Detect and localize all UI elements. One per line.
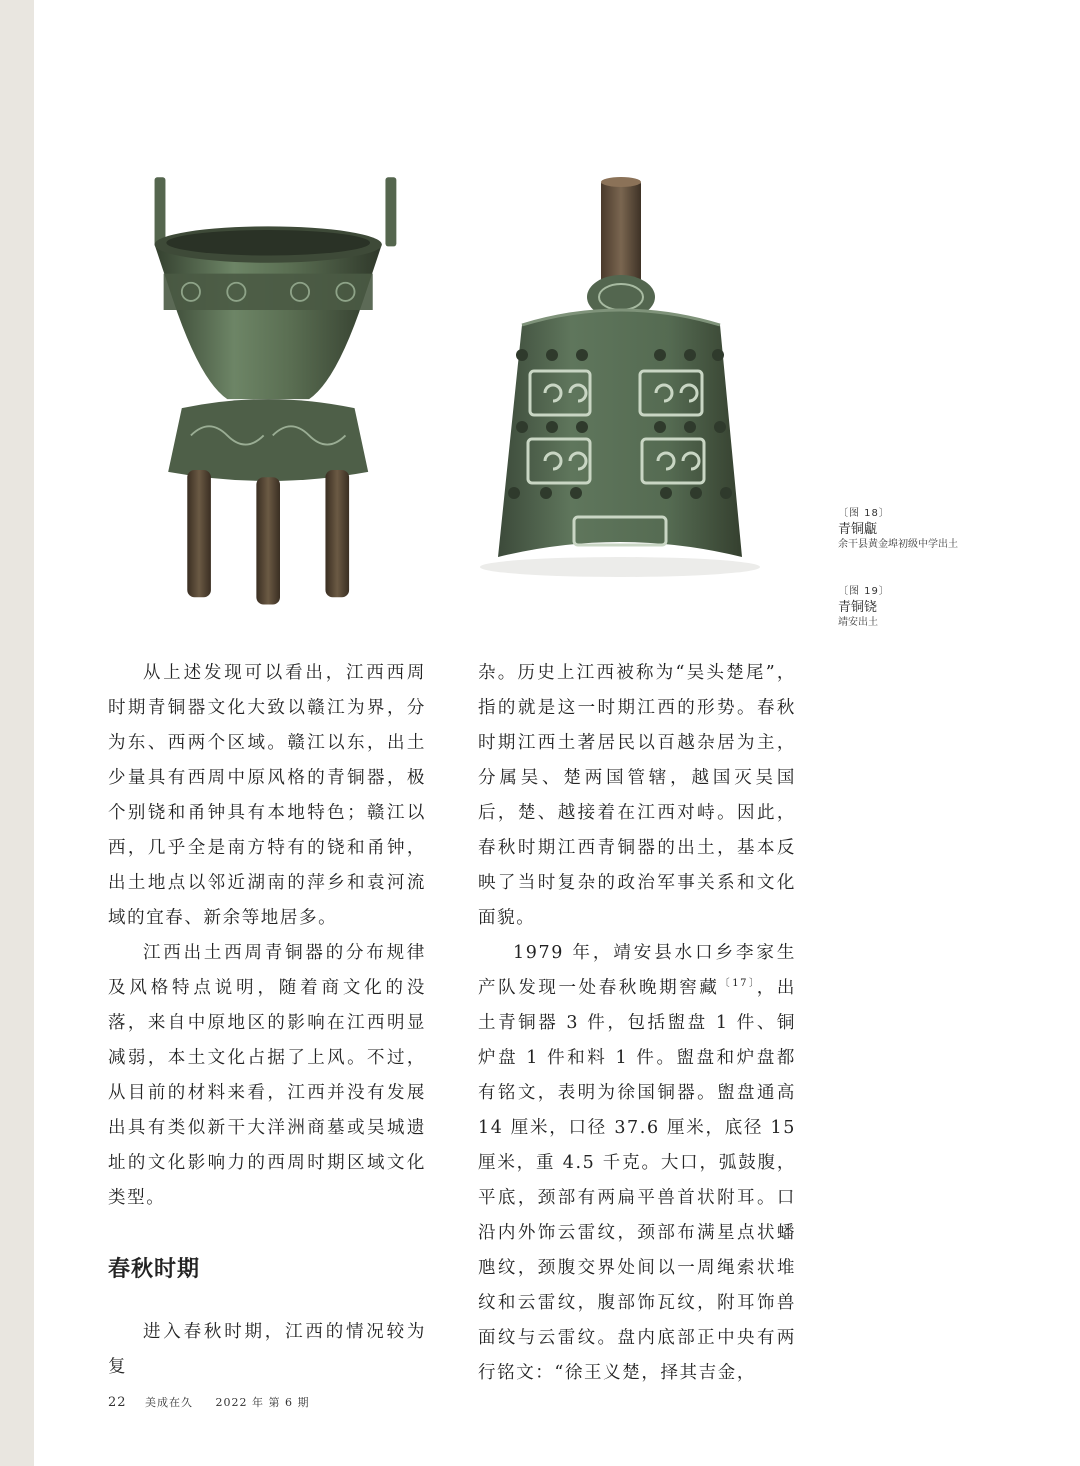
figure-19-caption	[838, 585, 890, 630]
section-heading: 春秋时期	[108, 1256, 201, 1282]
paragraph: 进入春秋时期，江西的情况较为复	[108, 1322, 426, 1377]
text-column-left	[108, 656, 426, 1385]
page-number: 22	[108, 1395, 127, 1410]
text-column-right	[478, 656, 796, 1391]
paragraph-text: 1979 年，靖安县水口乡李家生产队发现一处春秋晚期窖藏	[478, 943, 796, 998]
paragraph: 江西出土西周青铜器的分布规律及风格特点说明，随着商文化的没落，来自中原地区的影响在江西明显减弱，本土文化占据了上风。不过，从目前的材料来看，江西并没有发展出具有类似新干大洋洲商墓或吴城遗址的文化影响力的西周时期区域文化类型。	[108, 943, 426, 1208]
figure-18-caption	[838, 507, 958, 552]
figure-19-source: 靖安出土	[838, 617, 878, 628]
bronze-nao-drawing	[470, 175, 770, 585]
journal-name: 美成在久	[145, 1396, 194, 1409]
figure-18-title: 青铜甗	[838, 522, 878, 537]
bronze-yan-image	[150, 150, 400, 630]
page-footer	[108, 1394, 310, 1410]
paragraph	[478, 936, 796, 1391]
page-spine-edge	[0, 0, 34, 1466]
paragraph-text: ，出土青铜器 3 件，包括盥盘 1 件、铜炉盘 1 件和料 1 件。盥盘和炉盘都有铭文，表明为徐国铜器。盥盘通高 14 厘米，口径 37.6 厘米，底径 15 厘米，重 4.5 千克。大口，弧鼓腹，平底，颈部有两扁平兽首状附耳。口沿内外饰云雷纹，颈部布满星点状蟠虺纹，颈腹交界处间以一周绳索状堆纹和云雷纹，腹部饰瓦纹，附耳饰兽面纹与云雷纹。盘内底部正中央有两行铭文：“徐王义楚，择其吉金，	[478, 978, 797, 1383]
bronze-nao-image	[470, 175, 770, 585]
figure-18-number: 〔图 18〕	[838, 508, 890, 519]
paragraph: 杂。历史上江西被称为“吴头楚尾”，指的就是这一时期江西的形势。春秋时期江西土著居民以百越杂居为主，分属吴、楚两国管辖，越国灭吴国后，楚、越接着在江西对峙。因此，春秋时期江西青铜器的出土，基本反映了当时复杂的政治军事关系和文化面貌。	[478, 663, 796, 928]
figure-18-source: 余干县黄金埠初级中学出土	[838, 539, 958, 550]
issue-info: 2022 年 第 6 期	[215, 1396, 310, 1409]
figure-19-title: 青铜铙	[838, 600, 878, 615]
paragraph: 从上述发现可以看出，江西西周时期青铜器文化大致以赣江为界，分为东、西两个区域。赣江以东，出土少量具有西周中原风格的青铜器，极个别铙和甬钟具有本地特色；赣江以西，几乎全是南方特有的铙和甬钟，出土地点以邻近湖南的萍乡和袁河流域的宜春、新余等地居多。	[108, 663, 426, 928]
bronze-yan-drawing	[150, 150, 400, 630]
figure-19-number: 〔图 19〕	[838, 586, 890, 597]
footnote-reference[interactable]: 〔17〕	[719, 978, 757, 990]
